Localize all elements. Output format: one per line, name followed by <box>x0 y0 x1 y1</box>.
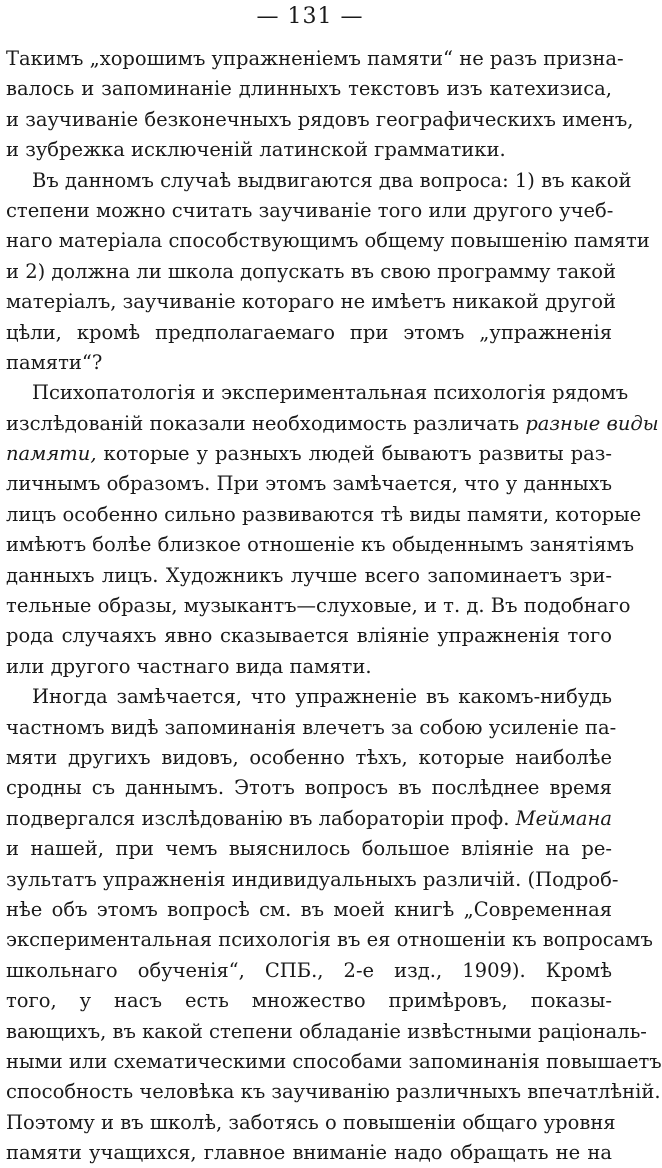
text-line: сродны съ даннымъ. Этотъ вопросъ въ послѣднее время <box>6 776 612 800</box>
text-line: Поэтому и въ школѣ, заботясь о повышеніи общаго уровня <box>6 1110 616 1134</box>
text-line: того, у насъ есть множество примѣровъ, показы- <box>6 989 612 1013</box>
text-line: зультатъ упражненія индивидуальныхъ различій. (Подроб- <box>6 867 619 891</box>
text-line: мяти другихъ видовъ, особенно тѣхъ, которые наиболѣе <box>6 745 612 769</box>
body-text <box>6 44 662 1168</box>
page-number: — 131 — <box>256 4 364 29</box>
text-line: памяти учащихся, главное вниманіе надо обращать не на <box>6 1141 612 1165</box>
text-line: способность человѣка къ заучиванію различныхъ впечатлѣній. <box>6 1080 661 1104</box>
text-line: подвергался изслѣдованію въ лабораторіи проф. Меймана <box>6 806 612 830</box>
text-line: лицъ особенно сильно развиваются тѣ виды памяти, которые <box>6 502 642 526</box>
text-line: ными или схематическими способами запоминанія повышаетъ <box>6 1049 662 1073</box>
text-line: школьнаго обученія“, СПБ., 2-е изд., 1909). Кромѣ <box>6 958 612 982</box>
text-line: наго матеріала способствующимъ общему повышенію памяти <box>6 229 650 253</box>
text-line: экспериментальная психологія въ ея отношеніи къ вопросамъ <box>6 928 653 952</box>
text-line: и зубрежка исключеній латинской грамматики. <box>6 138 506 162</box>
text-line: частномъ видѣ запоминанія влечетъ за собою усиленіе па- <box>6 715 617 739</box>
emphasis-text: памяти, <box>6 442 97 466</box>
text-line: Психопатологія и экспериментальная психологія рядомъ <box>32 381 629 405</box>
text-line: тельные образы, музыкантъ—слуховые, и т. д. Въ подобнаго <box>6 594 631 618</box>
text-line: нѣе объ этомъ вопросѣ см. въ моей книгѣ „Современная <box>6 897 612 921</box>
text-line: вающихъ, въ какой степени обладаніе извѣстными раціональ- <box>6 1019 647 1043</box>
text-line: степени можно считать заучиваніе того или другого учеб- <box>6 198 614 222</box>
text-line: изслѣдованій показали необходимость различать разные виды <box>6 411 659 435</box>
text-line: валось и запоминаніе длинныхъ текстовъ изъ катехизиса, <box>6 77 612 101</box>
emphasis-text: Меймана <box>515 806 612 830</box>
text-line: Въ данномъ случаѣ выдвигаются два вопроса: 1) въ какой <box>32 168 632 192</box>
text-line: Иногда замѣчается, что упражненіе въ какомъ-нибудь <box>32 685 612 709</box>
text-line: рода случаяхъ явно сказывается вліяніе упражненія того <box>6 624 612 648</box>
text-line: Такимъ „хорошимъ упражненіемъ памяти“ не разъ призна- <box>6 47 624 70</box>
text-line: матеріалъ, заучиваніе котораго не имѣетъ никакой другой <box>6 290 617 314</box>
emphasis-text: разные виды <box>525 411 659 435</box>
text-line: личнымъ образомъ. При этомъ замѣчается, что у данныхъ <box>6 472 612 496</box>
text-line: или другого частнаго вида памяти. <box>6 654 372 678</box>
text-line: и заучиваніе безконечныхъ рядовъ географическихъ именъ, <box>6 107 634 131</box>
text-line: и нашей, при чемъ выяснилось большое вліяніе на ре- <box>6 837 612 861</box>
text-line: данныхъ лицъ. Художникъ лучше всего запоминаетъ зри- <box>6 563 612 587</box>
text-line: цѣли, кромѣ предполагаемаго при этомъ „упражненія <box>6 320 612 344</box>
text-line: памяти, которые у разныхъ людей бываютъ развиты раз- <box>6 442 612 466</box>
text-line: и 2) должна ли школа допускать въ свою программу такой <box>6 259 616 283</box>
text-line: памяти“? <box>6 350 103 374</box>
text-line: имѣютъ болѣе близкое отношеніе къ обыденнымъ занятіямъ <box>6 533 635 557</box>
